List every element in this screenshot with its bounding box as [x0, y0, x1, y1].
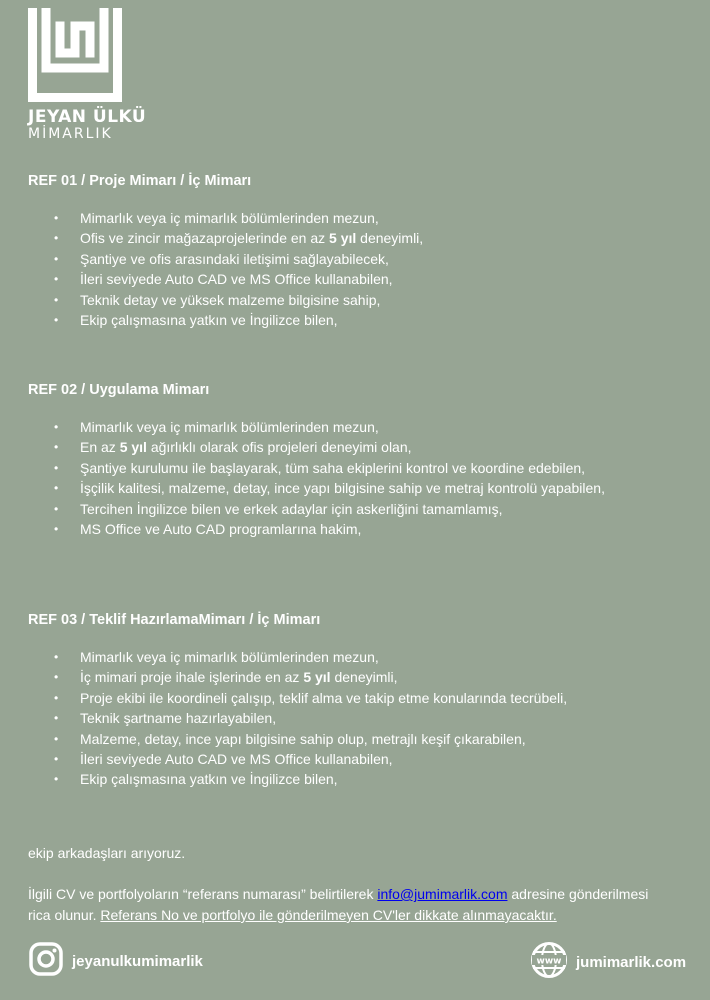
globe-www-icon — [530, 941, 568, 983]
list-item: • En az 5 yıl ağırlıklı olarak ofis projeleri deneyimi olan, — [80, 437, 698, 457]
apply-line-1: İlgili CV ve portfolyoların “referans numarası” belirtilerek info@jumimarlik.com adresine gönderilmesi — [28, 886, 649, 902]
svg-text:www: www — [536, 956, 562, 967]
list-item: • Şantiye kurulumu ile başlayarak, tüm saha ekiplerini kontrol ve koordine edebilen, — [80, 458, 698, 478]
instagram-handle[interactable]: jeyanulkumimarlik — [28, 941, 203, 981]
email-link[interactable]: info@jumimarlik.com — [377, 886, 508, 902]
section-title: REF 03 / Teklif HazırlamaMimarı / İç Mimarı — [28, 612, 321, 628]
cv-warning: Referans No ve portfolyo ile gönderilmeyen CV'ler dikkate alınmayacaktır. — [100, 907, 557, 923]
requirements-list — [28, 647, 698, 790]
list-item: • Teknik şartname hazırlayabilen, — [80, 708, 698, 728]
logo-mark-icon — [28, 8, 122, 102]
section-title: REF 01 / Proje Mimarı / İç Mimarı — [28, 173, 252, 189]
list-item: • MS Office ve Auto CAD programlarına hakim, — [80, 519, 698, 539]
list-item: • Şantiye ve ofis arasındaki iletişimi sağlayabilecek, — [80, 249, 698, 269]
list-item: • Mimarlık veya iç mimarlık bölümlerinden mezun, — [80, 647, 698, 667]
logo-name: JEYAN ÜLKÜ — [28, 107, 147, 127]
list-item: • İç mimari proje ihale işlerinde en az 5 yıl deneyimli, — [80, 667, 698, 687]
company-logo — [28, 8, 147, 142]
list-item: • İleri seviyede Auto CAD ve MS Office kullanabilen, — [80, 749, 698, 769]
list-item: • İşçilik kalitesi, malzeme, detay, ince yapı bilgisine sahip ve metraj kontrolü yapabilen, — [80, 478, 698, 498]
apply-line-2: rica olunur. Referans No ve portfolyo ile gönderilmeyen CV'ler dikkate alınmayacaktır. — [28, 907, 557, 923]
ref01-section — [28, 172, 698, 330]
website-link[interactable]: www jumimarlik.com — [530, 941, 686, 983]
section-title: REF 02 / Uygulama Mimarı — [28, 382, 210, 398]
closing-text: ekip arkadaşları arıyoruz. — [28, 845, 186, 861]
list-item: • Ekip çalışmasına yatkın ve İngilizce bilen, — [80, 310, 698, 330]
list-item: • Proje ekibi ile koordineli çalışıp, teklif alma ve takip etme konularında tecrübeli, — [80, 688, 698, 708]
requirements-list — [28, 417, 698, 539]
list-item: • Mimarlık veya iç mimarlık bölümlerinden mezun, — [80, 417, 698, 437]
list-item: • Mimarlık veya iç mimarlık bölümlerinden mezun, — [80, 208, 698, 228]
list-item: • Malzeme, detay, ince yapı bilgisine sahip olup, metrajlı keşif çıkarabilen, — [80, 729, 698, 749]
instagram-icon — [28, 941, 64, 981]
list-item: • Tercihen İngilizce bilen ve erkek adaylar için askerliğini tamamlamış, — [80, 499, 698, 519]
ref03-section — [28, 611, 698, 790]
logo-subtitle: MİMARLIK — [28, 126, 113, 142]
list-item: • İleri seviyede Auto CAD ve MS Office kullanabilen, — [80, 269, 698, 289]
list-item: • Ofis ve zincir mağazaprojelerinde en az 5 yıl deneyimli, — [80, 228, 698, 248]
list-item: • Ekip çalışmasına yatkın ve İngilizce bilen, — [80, 769, 698, 789]
ref02-section — [28, 381, 698, 539]
requirements-list — [28, 208, 698, 330]
list-item: • Teknik detay ve yüksek malzeme bilgisine sahip, — [80, 290, 698, 310]
